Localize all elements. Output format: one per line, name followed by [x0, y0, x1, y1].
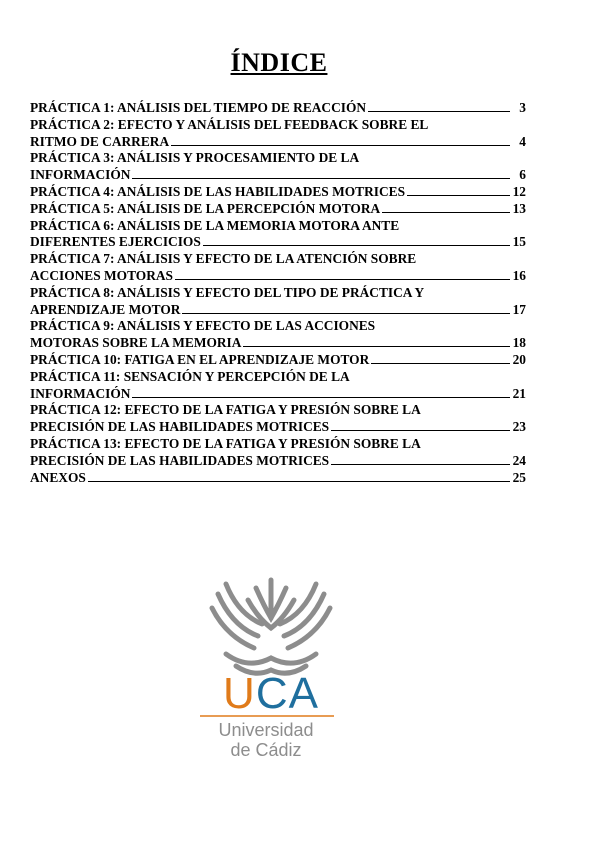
toc-entry[interactable] [30, 285, 526, 319]
toc-entry[interactable] [30, 318, 526, 352]
logo-name-line1: Universidad [218, 720, 314, 740]
toc-page-number: 16 [512, 267, 526, 283]
toc-entry[interactable] [30, 150, 526, 184]
toc-entry[interactable] [30, 369, 526, 403]
toc-entry-title: PRECISIÓN DE LAS HABILIDADES MOTRICES [30, 452, 330, 468]
toc-entry-title: PRÁCTICA 4: ANÁLISIS DE LAS HABILIDADES MOTRICES [30, 183, 406, 199]
toc-leader-line [331, 453, 510, 465]
university-logo [196, 574, 346, 764]
svg-text:UCA [223, 669, 319, 718]
logo-letters-ca: CA [255, 669, 319, 718]
toc-page-number: 20 [512, 351, 526, 367]
toc-leader-line [382, 201, 510, 213]
toc-entry-title: PRÁCTICA 10: FATIGA EN EL APRENDIZAJE MOTOR [30, 351, 370, 367]
toc-page-number: 18 [512, 335, 526, 351]
toc-entry-line1: PRÁCTICA 9: ANÁLISIS Y EFECTO DE LAS ACCIONES [30, 318, 376, 334]
toc-leader-line [407, 184, 510, 196]
toc-leader-line [132, 386, 510, 398]
toc-leader-line [175, 268, 510, 280]
toc-entry-title: PRECISIÓN DE LAS HABILIDADES MOTRICES [30, 419, 330, 435]
toc-leader-line [331, 419, 510, 431]
toc-entry[interactable] [30, 352, 526, 369]
toc-page-number: 17 [512, 301, 526, 317]
toc-entry-line1: PRÁCTICA 12: EFECTO DE LA FATIGA Y PRESIÓN SOBRE LA [30, 402, 421, 418]
toc-entry[interactable] [30, 201, 526, 218]
toc-page-number: 13 [512, 200, 526, 216]
toc-leader-line [368, 100, 510, 112]
toc-page-number: 6 [519, 167, 526, 183]
toc-page-number: 3 [519, 100, 526, 115]
toc-leader-line [371, 352, 510, 364]
logo-name-line2: de Cádiz [230, 740, 302, 760]
toc-leader-line [171, 134, 510, 146]
toc-entry-line1: PRÁCTICA 13: EFECTO DE LA FATIGA Y PRESIÓN SOBRE LA [30, 435, 421, 451]
table-of-contents [30, 100, 526, 486]
toc-page-number: 12 [512, 183, 526, 199]
toc-entry-title: PRÁCTICA 1: ANÁLISIS DEL TIEMPO DE REACCIÓN [30, 100, 367, 115]
toc-entry[interactable] [30, 117, 526, 151]
toc-entry[interactable] [30, 184, 526, 201]
toc-leader-line [88, 470, 510, 482]
toc-entry[interactable] [30, 218, 526, 252]
toc-page-number: 15 [512, 234, 526, 250]
toc-entry-title: INFORMACIÓN [30, 385, 131, 401]
toc-page-number: 21 [512, 385, 526, 401]
uca-emblem-icon [196, 574, 346, 764]
toc-page-number: 25 [512, 469, 526, 485]
toc-entry-line1: PRÁCTICA 8: ANÁLISIS Y EFECTO DEL TIPO DE PRÁCTICA Y [30, 284, 425, 300]
toc-page-number: 4 [519, 133, 526, 149]
toc-entry[interactable] [30, 251, 526, 285]
toc-entry-title: APRENDIZAJE MOTOR [30, 301, 181, 317]
toc-entry[interactable] [30, 470, 526, 487]
toc-entry-line1: PRÁCTICA 3: ANÁLISIS Y PROCESAMIENTO DE LA [30, 150, 360, 166]
toc-entry-title: ANEXOS [30, 469, 86, 485]
page-title: ÍNDICE [230, 48, 328, 77]
toc-entry[interactable] [30, 436, 526, 470]
logo-letter-u: U [223, 669, 256, 718]
toc-leader-line [203, 234, 510, 246]
toc-entry-title: PRÁCTICA 5: ANÁLISIS DE LA PERCEPCIÓN MOTORA [30, 200, 381, 216]
toc-entry-line1: PRÁCTICA 2: EFECTO Y ANÁLISIS DEL FEEDBACK SOBRE EL [30, 116, 429, 132]
toc-leader-line [243, 335, 510, 347]
toc-page-number: 24 [512, 452, 526, 468]
toc-leader-line [182, 302, 510, 314]
toc-entry[interactable] [30, 100, 526, 117]
toc-entry-title: ACCIONES MOTORAS [30, 267, 173, 283]
toc-entry-title: MOTORAS SOBRE LA MEMORIA [30, 335, 242, 351]
toc-entry-line1: PRÁCTICA 11: SENSACIÓN Y PERCEPCIÓN DE LA [30, 368, 350, 384]
toc-entry-line1: PRÁCTICA 6: ANÁLISIS DE LA MEMORIA MOTORA ANTE [30, 217, 400, 233]
toc-page-number: 23 [512, 419, 526, 435]
toc-entry[interactable] [30, 402, 526, 436]
toc-entry-title: RITMO DE CARRERA [30, 133, 170, 149]
toc-entry-title: DIFERENTES EJERCICIOS [30, 234, 201, 250]
toc-entry-title: INFORMACIÓN [30, 167, 131, 183]
toc-entry-line1: PRÁCTICA 7: ANÁLISIS Y EFECTO DE LA ATENCIÓN SOBRE [30, 251, 417, 267]
toc-leader-line [132, 167, 510, 179]
